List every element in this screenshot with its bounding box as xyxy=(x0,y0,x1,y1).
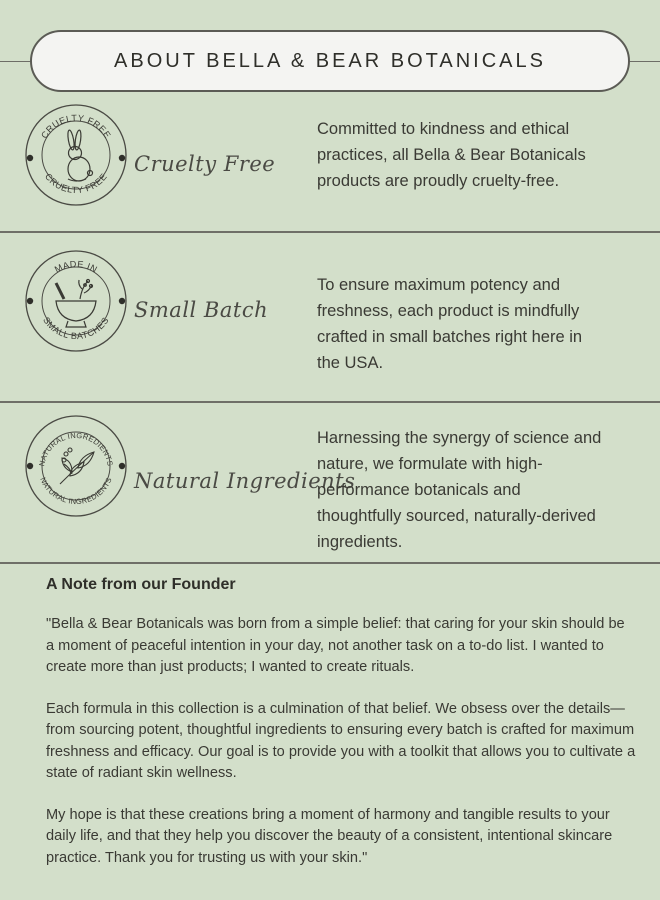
founder-note xyxy=(46,576,636,889)
feature-label-small-batch: Small Batch xyxy=(134,298,269,322)
small-batch-badge xyxy=(24,249,128,353)
founder-paragraph: Each formula in this collection is a culmination of that belief. We obsess over the details—from sourcing potent, thoughtful ingredients to ensuring every batch is crafted for maximum freshness and efficacy. Our goal is to provide you with a toolkit that allows you to cultivate a state of radiant skin wellness. xyxy=(46,700,636,781)
founder-paragraph: "Bella & Bear Botanicals was born from a simple belief: that caring for your skin should be a moment of peaceful intention in your day, not another task on a to-do list. I wanted to create more than just products; I wanted to create rituals. xyxy=(46,616,625,675)
cruelty-free-badge xyxy=(24,103,128,207)
founder-paragraph: My hope is that these creations bring a moment of harmony and tangible results to your daily life, and that they help you discover the beauty of a consistent, intentional skincare practice. Thank you for trusting us with your skin." xyxy=(46,806,613,866)
feature-text-cruelty-free: Committed to kindness and ethical practices, all Bella & Bear Botanicals products are proudly cruelty-free. xyxy=(317,120,586,190)
founder-heading: A Note from our Founder xyxy=(46,576,236,593)
header xyxy=(0,30,660,92)
svg-text:NATURAL INGREDIENTS: NATURAL INGREDIENTS xyxy=(38,475,114,507)
feature-label-cruelty-free: Cruelty Free xyxy=(134,152,276,176)
botanical-leaves-icon xyxy=(24,414,128,518)
svg-text:NATURAL INGREDIENTS: NATURAL INGREDIENTS xyxy=(37,430,115,467)
svg-text:MADE IN: MADE IN xyxy=(52,258,100,275)
divider xyxy=(0,401,660,403)
divider xyxy=(0,562,660,564)
feature-text-small-batch: To ensure maximum potency and freshness, each product is mindfully crafted in small batches right here in the USA. xyxy=(317,276,583,372)
svg-text:CRUELTY FREE: CRUELTY FREE xyxy=(42,171,110,196)
feature-label-natural-ingredients: Natural Ingredients xyxy=(134,469,356,493)
divider xyxy=(0,231,660,233)
svg-text:SMALL BATCHES: SMALL BATCHES xyxy=(41,315,111,342)
feature-text-natural-ingredients: Harnessing the synergy of science and nature, we formulate with high-performance botanicals and thoughtfully sourced, naturally-derived ingredients. xyxy=(317,429,602,551)
page-title: ABOUT BELLA & BEAR BOTANICALS xyxy=(114,49,546,72)
natural-ingredients-badge xyxy=(24,414,128,518)
rabbit-icon xyxy=(24,103,128,207)
svg-text:CRUELTY FREE: CRUELTY FREE xyxy=(39,112,113,141)
mortar-pestle-icon xyxy=(24,249,128,353)
header-banner xyxy=(30,30,630,92)
